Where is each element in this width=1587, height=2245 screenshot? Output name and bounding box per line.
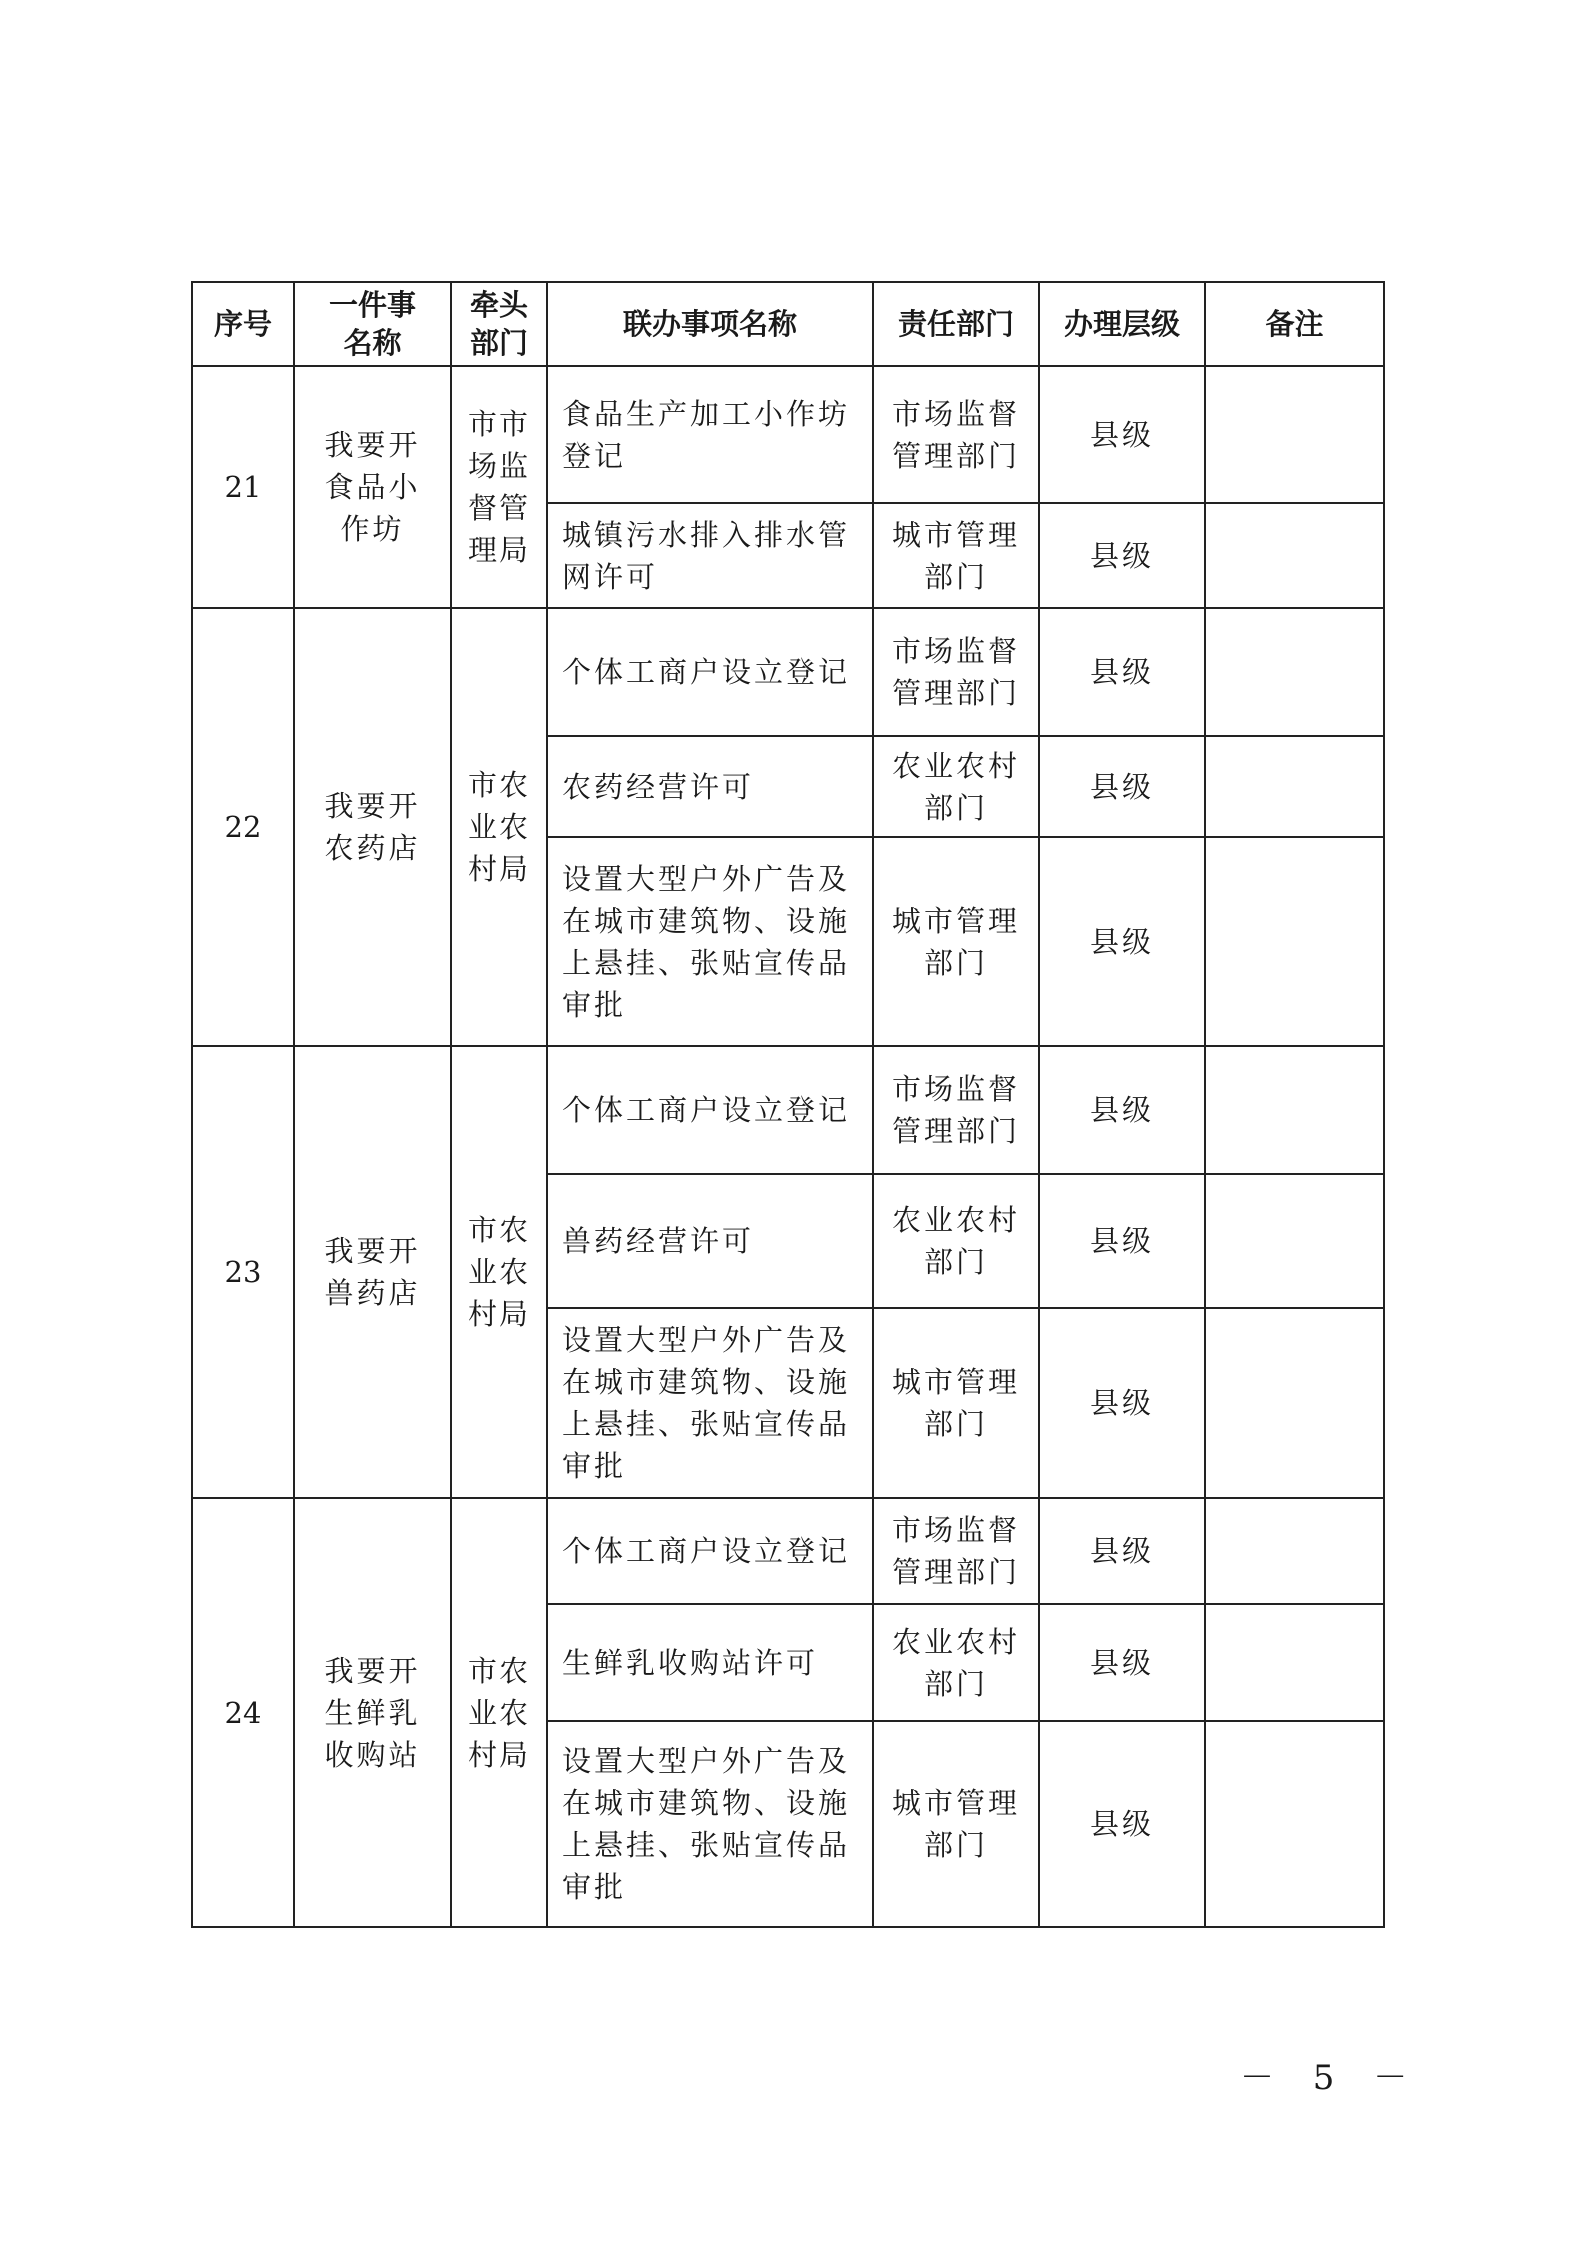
table-row: [192, 366, 1384, 503]
affair-name-cell: [294, 1046, 451, 1498]
level-cell: 县级: [1039, 1308, 1205, 1498]
responsible-dept-cell: [873, 608, 1039, 736]
item-name: 设置大型户外广告及在城市建筑物、设施上悬挂、张贴宣传品审批: [562, 1323, 851, 1483]
level-cell: 县级: [1039, 366, 1205, 503]
header-dept: 责任部门: [873, 282, 1039, 366]
level-cell: 县级: [1039, 736, 1205, 837]
lead-dept: 市农业农村局: [467, 768, 530, 886]
level-cell: 县级: [1039, 1604, 1205, 1721]
lead-dept: 市市场监督管理局: [467, 407, 530, 567]
item-name-cell: [547, 503, 873, 608]
level-cell: 县级: [1039, 837, 1205, 1046]
item-name-cell: [547, 1604, 873, 1721]
note-cell: [1205, 1721, 1384, 1927]
responsible-dept: 城市管理部门: [891, 903, 1020, 980]
item-name-cell: [547, 837, 873, 1046]
item-name-cell: [547, 1721, 873, 1927]
responsible-dept: 市场监督管理部门: [891, 1072, 1020, 1148]
responsible-dept: 城市管理部门: [891, 1365, 1020, 1441]
header-note: 备注: [1205, 282, 1384, 366]
affair-name-cell: [294, 1498, 451, 1927]
item-name: 生鲜乳收购站许可: [562, 1645, 819, 1680]
item-name-cell: [547, 366, 873, 503]
table-header-row: [192, 282, 1384, 366]
note-cell: [1205, 366, 1384, 503]
responsible-dept-cell: [873, 1721, 1039, 1927]
note-cell: [1205, 1604, 1384, 1721]
item-name: 设置大型户外广告及在城市建筑物、设施上悬挂、张贴宣传品审批: [562, 861, 851, 1022]
item-name: 兽药经营许可: [562, 1224, 755, 1258]
seq-cell: 22: [192, 608, 294, 1046]
table-row: [192, 1498, 1384, 1604]
header-lead: 牵头部门: [451, 282, 547, 366]
page-number: － 5 －: [1240, 2058, 1422, 2098]
responsible-dept: 农业农村部门: [891, 1203, 1020, 1279]
level-cell: 县级: [1039, 608, 1205, 736]
affair-name-cell: [294, 608, 451, 1046]
seq-cell: 23: [192, 1046, 294, 1498]
seq-cell: 24: [192, 1498, 294, 1927]
responsible-dept-cell: [873, 1604, 1039, 1721]
joint-affairs-table: [191, 281, 1385, 1928]
responsible-dept: 农业农村部门: [891, 748, 1020, 825]
item-name-cell: [547, 736, 873, 837]
item-name: 城镇污水排入排水管网许可: [562, 517, 851, 594]
table-body: [192, 366, 1384, 1927]
responsible-dept-cell: [873, 503, 1039, 608]
level-cell: 县级: [1039, 1046, 1205, 1174]
affair-name: 我要开食品小作坊: [324, 428, 421, 546]
item-name: 农药经营许可: [562, 769, 755, 804]
responsible-dept-cell: [873, 1046, 1039, 1174]
lead-dept: 市农业农村局: [467, 1653, 530, 1772]
item-name: 个体工商户设立登记: [562, 1093, 851, 1127]
note-cell: [1205, 1498, 1384, 1604]
affair-name-cell: [294, 366, 451, 608]
affair-name: 我要开农药店: [324, 789, 421, 865]
level-cell: 县级: [1039, 1498, 1205, 1604]
responsible-dept: 市场监督管理部门: [891, 396, 1020, 473]
responsible-dept-cell: [873, 1498, 1039, 1604]
responsible-dept: 城市管理部门: [891, 517, 1020, 594]
responsible-dept: 农业农村部门: [891, 1624, 1020, 1701]
item-name: 设置大型户外广告及在城市建筑物、设施上悬挂、张贴宣传品审批: [562, 1744, 851, 1904]
item-name-cell: [547, 1308, 873, 1498]
item-name-cell: [547, 1046, 873, 1174]
note-cell: [1205, 837, 1384, 1046]
header-seq: 序号: [192, 282, 294, 366]
lead-dept: 市农业农村局: [467, 1213, 530, 1331]
level-cell: 县级: [1039, 1721, 1205, 1927]
header-level: 办理层级: [1039, 282, 1205, 366]
lead-dept-cell: [451, 608, 547, 1046]
item-name: 个体工商户设立登记: [562, 1534, 851, 1568]
responsible-dept-cell: [873, 1174, 1039, 1308]
note-cell: [1205, 736, 1384, 837]
table-row: [192, 1046, 1384, 1174]
lead-dept-cell: [451, 1046, 547, 1498]
responsible-dept: 城市管理部门: [891, 1786, 1020, 1862]
responsible-dept: 市场监督管理部门: [891, 1513, 1020, 1589]
lead-dept-cell: [451, 366, 547, 608]
header-name: 一件事名称: [294, 282, 451, 366]
affair-name: 我要开兽药店: [324, 1234, 421, 1310]
affair-name: 我要开生鲜乳收购站: [324, 1653, 421, 1772]
lead-dept-cell: [451, 1498, 547, 1927]
responsible-dept-cell: [873, 1308, 1039, 1498]
header-item: 联办事项名称: [547, 282, 873, 366]
table-row: [192, 608, 1384, 736]
seq-cell: 21: [192, 366, 294, 608]
item-name-cell: [547, 608, 873, 736]
note-cell: [1205, 503, 1384, 608]
note-cell: [1205, 608, 1384, 736]
responsible-dept-cell: [873, 366, 1039, 503]
note-cell: [1205, 1046, 1384, 1174]
note-cell: [1205, 1174, 1384, 1308]
responsible-dept-cell: [873, 736, 1039, 837]
item-name: 食品生产加工小作坊登记: [562, 396, 851, 473]
level-cell: 县级: [1039, 1174, 1205, 1308]
item-name-cell: [547, 1174, 873, 1308]
item-name-cell: [547, 1498, 873, 1604]
note-cell: [1205, 1308, 1384, 1498]
item-name: 个体工商户设立登记: [562, 655, 851, 689]
responsible-dept-cell: [873, 837, 1039, 1046]
level-cell: 县级: [1039, 503, 1205, 608]
responsible-dept: 市场监督管理部门: [891, 634, 1020, 710]
